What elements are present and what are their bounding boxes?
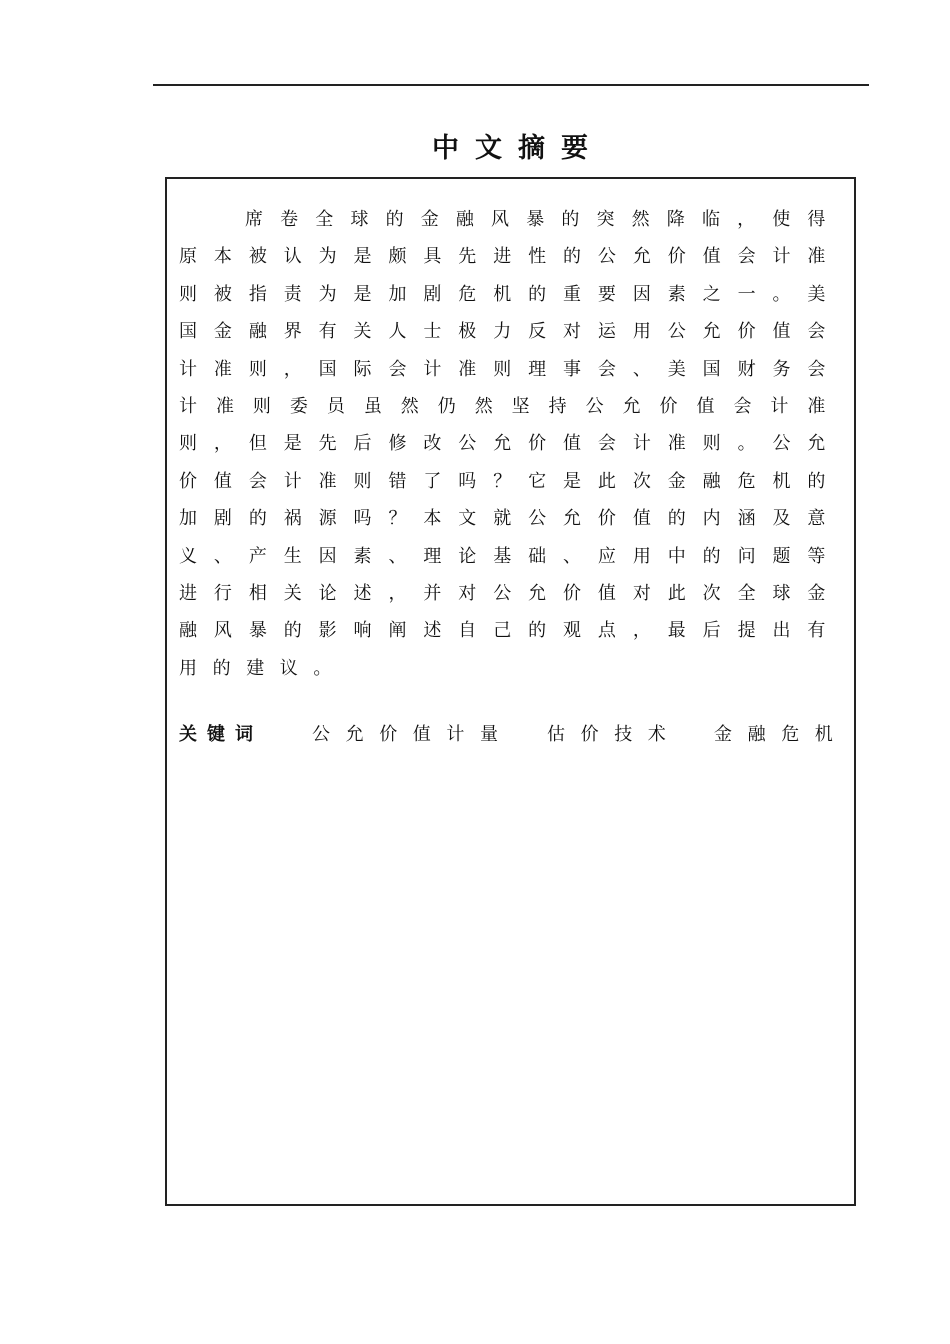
keywords-label: 关键词 — [179, 724, 263, 745]
keyword-item: 估价技术 — [547, 724, 682, 745]
keyword-item: 公允价值计量 — [312, 724, 514, 745]
keywords-row — [179, 719, 849, 751]
page-title: 中文摘要 — [432, 133, 604, 164]
keyword-item: 金融危机 — [714, 724, 849, 745]
abstract-body: 席卷全球的金融风暴的突然降临，使得原本被认为是颇具先进性的公允价值会计准则被指责为是加剧危机的重要因素之一。美国金融界有关人士极力反对运用公允价值会计准则，国际会计准则理事会、美国财务会计准则委员虽然仍然坚持公允价值会计准则，但是先后修改公允价值会计准则。公允价值会计准则错了吗？它是此次金融危机的加剧的祸源吗？本文就公允价值的内涵及意义、产生因素、理论基础、应用中的问题等进行相关论述，并对公允价值对此次全球金融风暴的影响阐述自己的观点，最后提出有用的建议。 — [179, 209, 841, 679]
abstract-box — [165, 177, 856, 1206]
header-rule — [153, 84, 869, 86]
